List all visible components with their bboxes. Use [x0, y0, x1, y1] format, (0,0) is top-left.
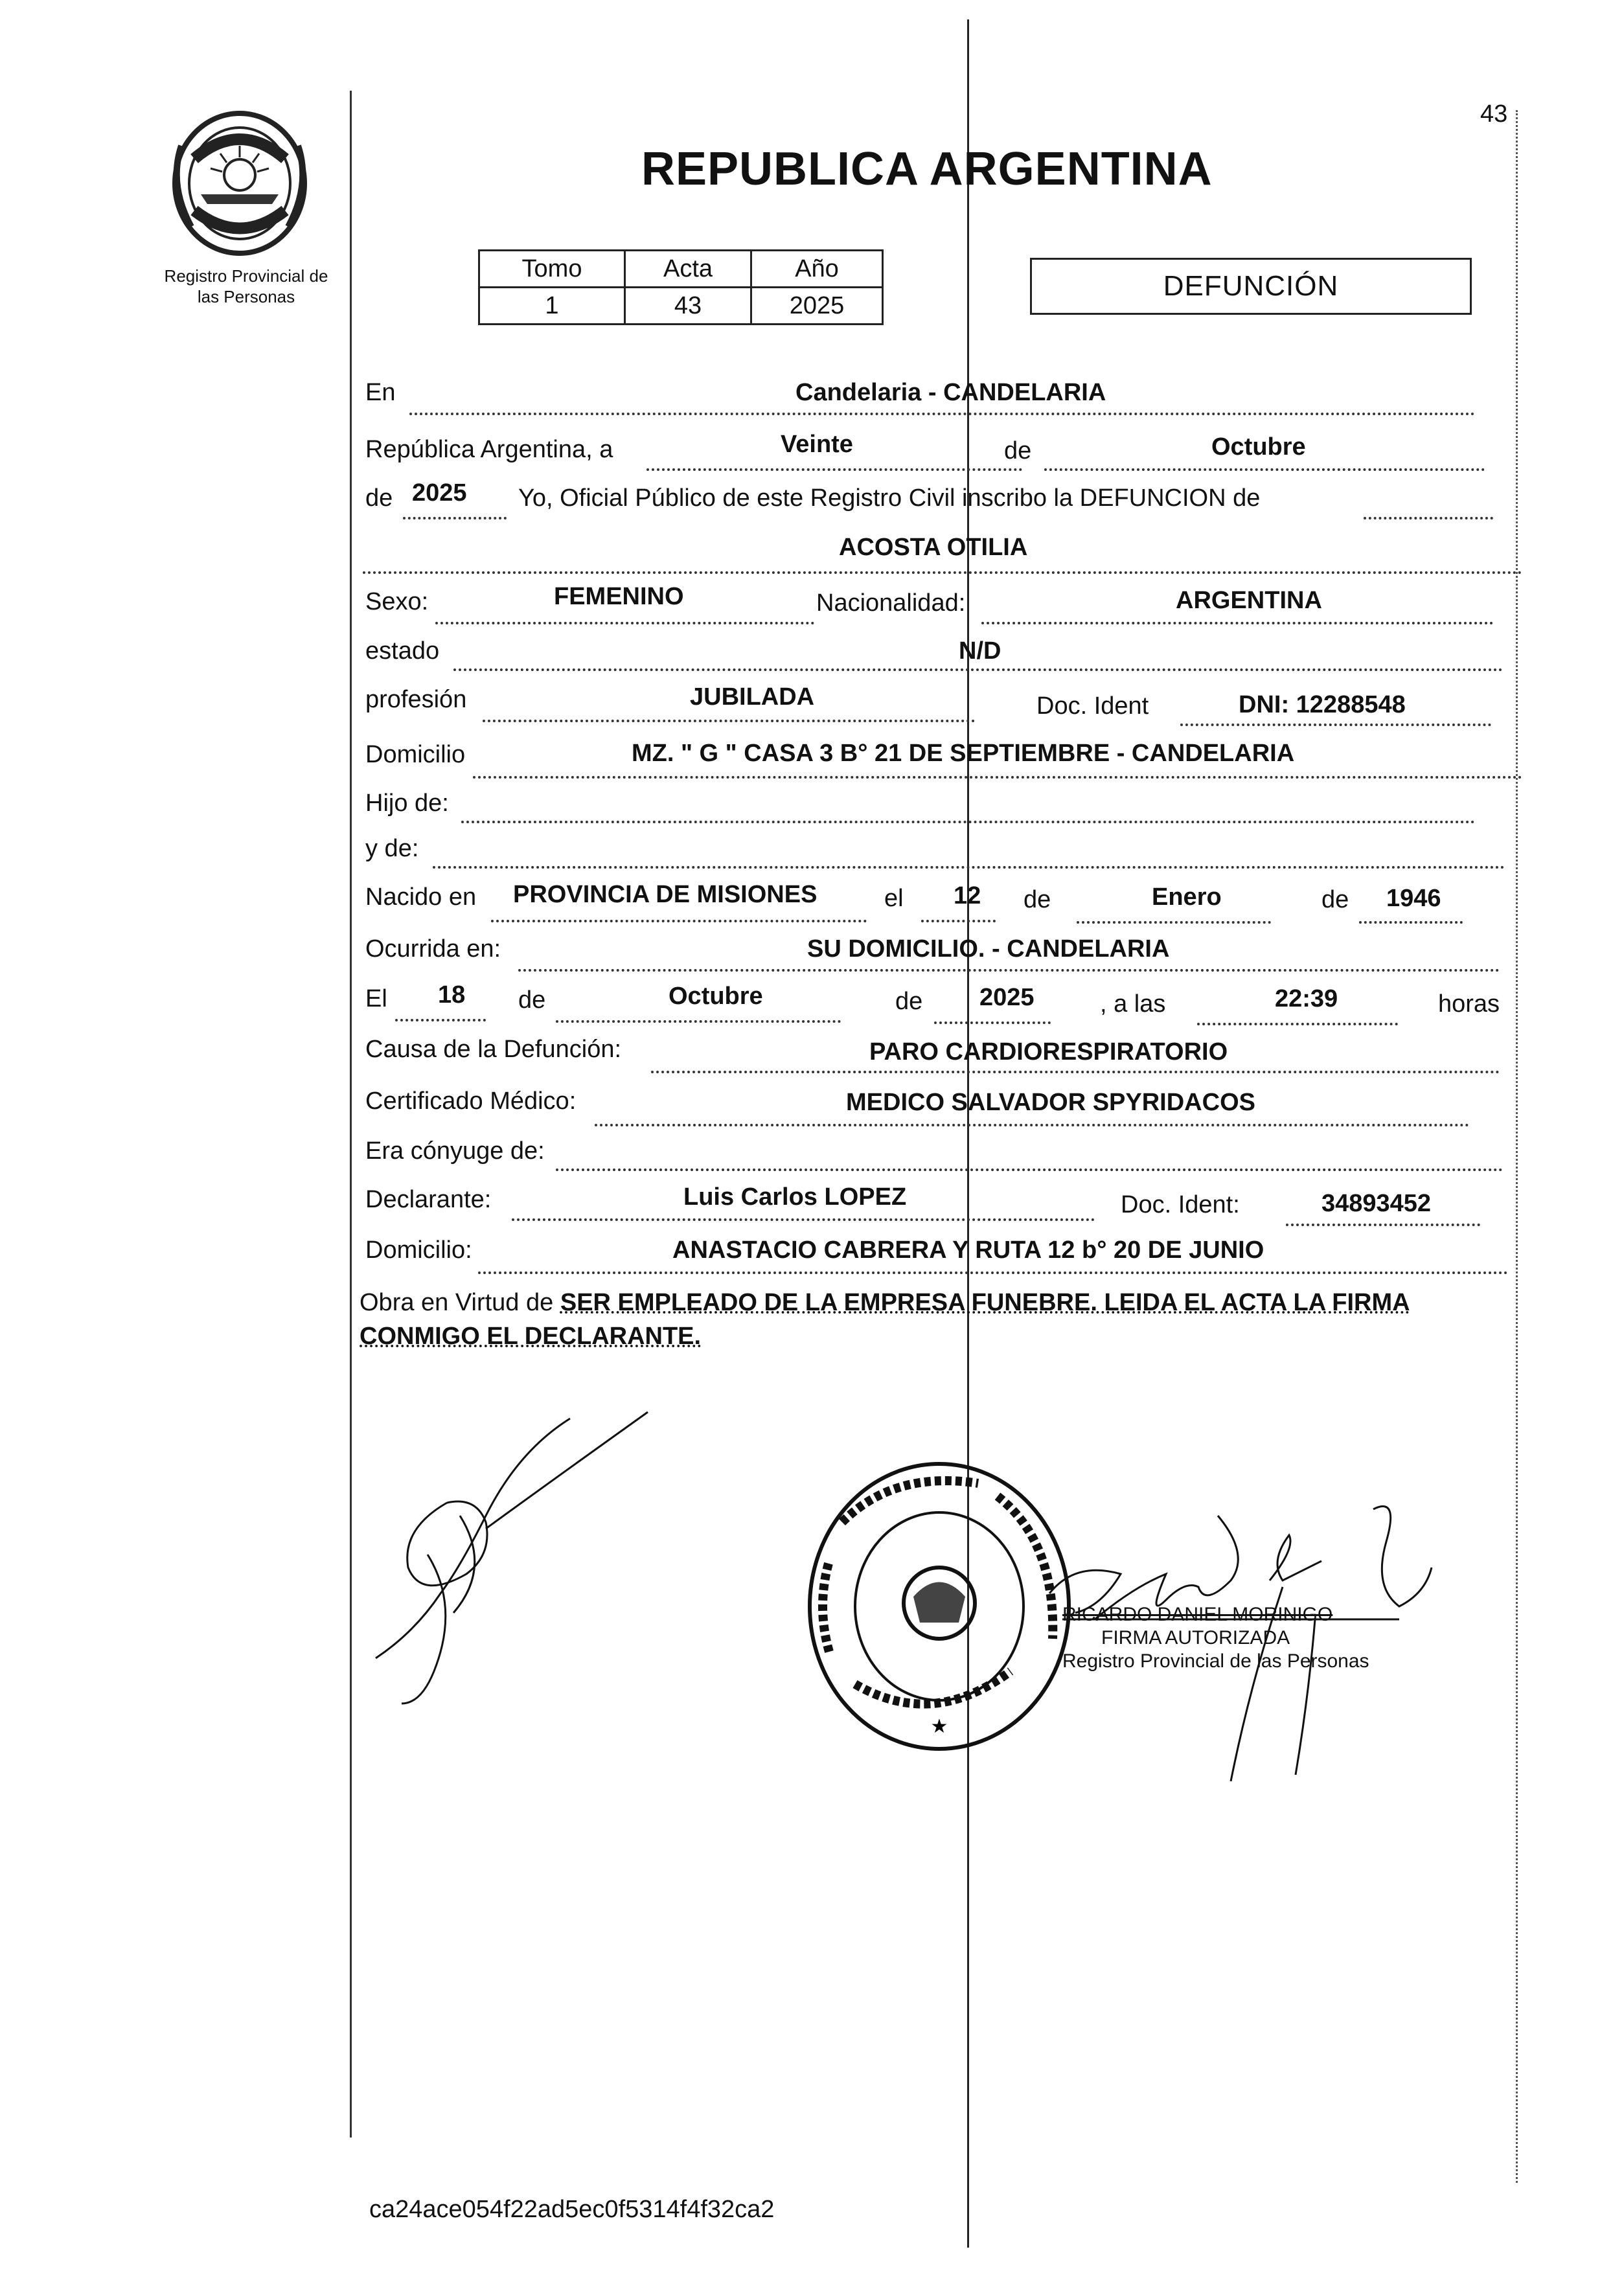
nacido-dotline [491, 920, 867, 922]
registrar-role: FIRMA AUTORIZADA [1101, 1627, 1290, 1648]
registry-name [143, 266, 350, 307]
certificado-label: Certificado Médico: [365, 1088, 577, 1115]
deathtime-dotline [1197, 1023, 1398, 1025]
doc2-label: Doc. Ident: [1121, 1191, 1240, 1218]
year-dotline [403, 517, 507, 519]
month-dotline [1044, 468, 1485, 471]
delegation-stamp [803, 1457, 1075, 1755]
doc-value: DNI: 12288548 [1239, 691, 1406, 718]
tomo-header: Tomo [479, 251, 625, 288]
obra-value: SER EMPLEADO DE LA EMPRESA FUNEBRE. LEIDA EL ACTA LA FIRMA CONMIGO EL DECLARANTE. [360, 1289, 1410, 1350]
causa-value: PARO CARDIORESPIRATORIO [869, 1038, 1228, 1066]
oficial-dotline [1364, 517, 1493, 519]
year-prefix: de [365, 485, 393, 512]
doc2-value: 34893452 [1321, 1190, 1432, 1217]
en-value: Candelaria - CANDELARIA [795, 379, 1106, 406]
doc-label: Doc. Ident [1036, 692, 1149, 720]
ocurrida-value: SU DOMICILIO. - CANDELARIA [807, 935, 1170, 963]
birth-day: 12 [954, 882, 981, 909]
row-profesion [363, 683, 1509, 726]
de2-label: de [1024, 886, 1051, 913]
registry-name-line2: las Personas [197, 287, 295, 306]
conyuge-label: Era cónyuge de: [365, 1137, 545, 1165]
act-type-box: DEFUNCIÓN [1030, 258, 1472, 315]
page-number: 43 [1480, 100, 1508, 128]
estado-value: N/D [959, 637, 1001, 665]
en-dotline [409, 413, 1475, 415]
hijo-label: Hijo de: [365, 790, 449, 817]
domicilio2-dotline [478, 1271, 1508, 1274]
ocurrida-dotline [518, 969, 1500, 972]
name-dotline [363, 571, 1522, 574]
row-yde [363, 832, 1509, 875]
row-ocurrida [363, 933, 1509, 975]
nacido-label: Nacido en [365, 884, 477, 911]
death-year: 2025 [979, 984, 1035, 1011]
domicilio-dotline [473, 776, 1522, 779]
row-conyuge [363, 1134, 1509, 1176]
nacionalidad-dotline [981, 622, 1493, 624]
de3-label: de [1321, 886, 1349, 913]
yde-dotline [433, 866, 1505, 869]
certificado-dotline [595, 1124, 1469, 1126]
death-time: 22:39 [1275, 985, 1338, 1012]
row-nacido [363, 881, 1509, 924]
oficial-text: Yo, Oficial Público de este Registro Civil inscribo la DEFUNCION de [518, 485, 1261, 512]
deathyear-dotline [934, 1021, 1051, 1024]
document-hash: ca24ace054f22ad5ec0f5314f4f32ca2 [369, 2196, 775, 2223]
day-dotline [646, 468, 1022, 471]
ocurrida-label: Ocurrida en: [365, 935, 501, 963]
domicilio2-value: ANASTACIO CABRERA Y RUTA 12 b° 20 DE JUNIO [672, 1237, 1264, 1264]
sexo-value: FEMENINO [554, 583, 684, 610]
el-label: el [884, 885, 904, 912]
causa-dotline [651, 1071, 1500, 1073]
birthday-dotline [921, 920, 996, 922]
row-domicilio2 [363, 1234, 1509, 1277]
declarante-value: Luis Carlos LOPEZ [683, 1183, 907, 1211]
row-oficial [363, 479, 1509, 522]
row-hijo [363, 787, 1509, 830]
deceased-name: ACOSTA OTILIA [839, 534, 1028, 561]
en-label: En [365, 379, 396, 406]
row-domicilio [363, 738, 1509, 781]
estado-dotline [453, 668, 1503, 671]
row-republica [363, 431, 1509, 473]
row-name [363, 531, 1509, 574]
domicilio2-label: Domicilio: [365, 1237, 472, 1264]
causa-label: Causa de la Defunción: [365, 1036, 622, 1063]
right-margin-line [1516, 110, 1520, 2183]
left-margin-line [350, 91, 352, 2138]
certificado-value: MEDICO SALVADOR SPYRIDACOS [846, 1089, 1255, 1116]
birthmonth-dotline [1077, 921, 1271, 924]
doc-dotline [1180, 724, 1491, 726]
day-value: Veinte [781, 431, 853, 458]
nacionalidad-label: Nacionalidad: [816, 589, 966, 617]
registry-table [478, 249, 884, 325]
nacionalidad-value: ARGENTINA [1176, 587, 1322, 614]
birthyear-dotline [1359, 921, 1463, 924]
republica-label: República Argentina, a [365, 436, 613, 463]
row-causa [363, 1033, 1509, 1076]
domicilio-value: MZ. " G " CASA 3 B° 21 DE SEPTIEMBRE - CANDELARIA [632, 740, 1295, 767]
row-fecha-defuncion [363, 981, 1509, 1024]
death-day: 18 [438, 981, 466, 1009]
birth-year: 1946 [1386, 885, 1441, 912]
registrar-credentials [1062, 1603, 1369, 1673]
el2-label: El [365, 985, 387, 1012]
registry-name-line1: Registro Provincial de [164, 266, 328, 286]
declarante-dotline [512, 1218, 1095, 1221]
row-sexo [363, 583, 1509, 626]
de-label: de [1004, 437, 1032, 464]
deathday-dotline [395, 1019, 486, 1021]
row-declarante [363, 1182, 1509, 1225]
registrar-org: Registro Provincial de las Personas [1062, 1650, 1369, 1672]
estado-label: estado [365, 637, 440, 665]
sexo-dotline [435, 622, 814, 624]
profesion-label: profesión [365, 686, 467, 713]
death-month: Octubre [669, 983, 763, 1010]
page-title: REPUBLICA ARGENTINA [641, 143, 1213, 195]
de5-label: de [895, 988, 923, 1015]
alas-label: , a las [1100, 990, 1166, 1018]
hijo-dotline [461, 821, 1475, 823]
profesion-dotline [483, 720, 975, 722]
doc2-dotline [1286, 1224, 1480, 1226]
registrar-name: RICARDO DANIEL MORINIGO [1062, 1604, 1333, 1625]
anio-header: Año [751, 251, 883, 288]
domicilio-label: Domicilio [365, 741, 466, 768]
month-value: Octubre [1211, 433, 1306, 461]
acta-header: Acta [625, 251, 751, 288]
declarant-signature [363, 1399, 667, 1710]
row-certificado [363, 1085, 1509, 1128]
nacido-value: PROVINCIA DE MISIONES [513, 881, 818, 908]
deathmonth-dotline [556, 1020, 841, 1023]
provincial-seal-logo [165, 107, 314, 259]
year-value: 2025 [412, 479, 467, 507]
horas-label: horas [1438, 990, 1500, 1018]
row-en [363, 379, 1509, 418]
anio-value: 2025 [751, 288, 883, 325]
tomo-value: 1 [479, 288, 625, 325]
sexo-label: Sexo: [365, 588, 429, 615]
row-estado [363, 635, 1509, 678]
declarante-label: Declarante: [365, 1186, 492, 1213]
profesion-value: JUBILADA [690, 683, 815, 711]
de4-label: de [518, 986, 546, 1014]
acta-value: 43 [625, 288, 751, 325]
conyuge-dotline [556, 1169, 1503, 1171]
birth-month: Enero [1152, 884, 1222, 911]
svg-text:★: ★ [930, 1715, 948, 1738]
obra-paragraph [360, 1286, 1519, 1353]
yde-label: y de: [365, 835, 419, 862]
obra-label: Obra en Virtud de [360, 1289, 554, 1316]
